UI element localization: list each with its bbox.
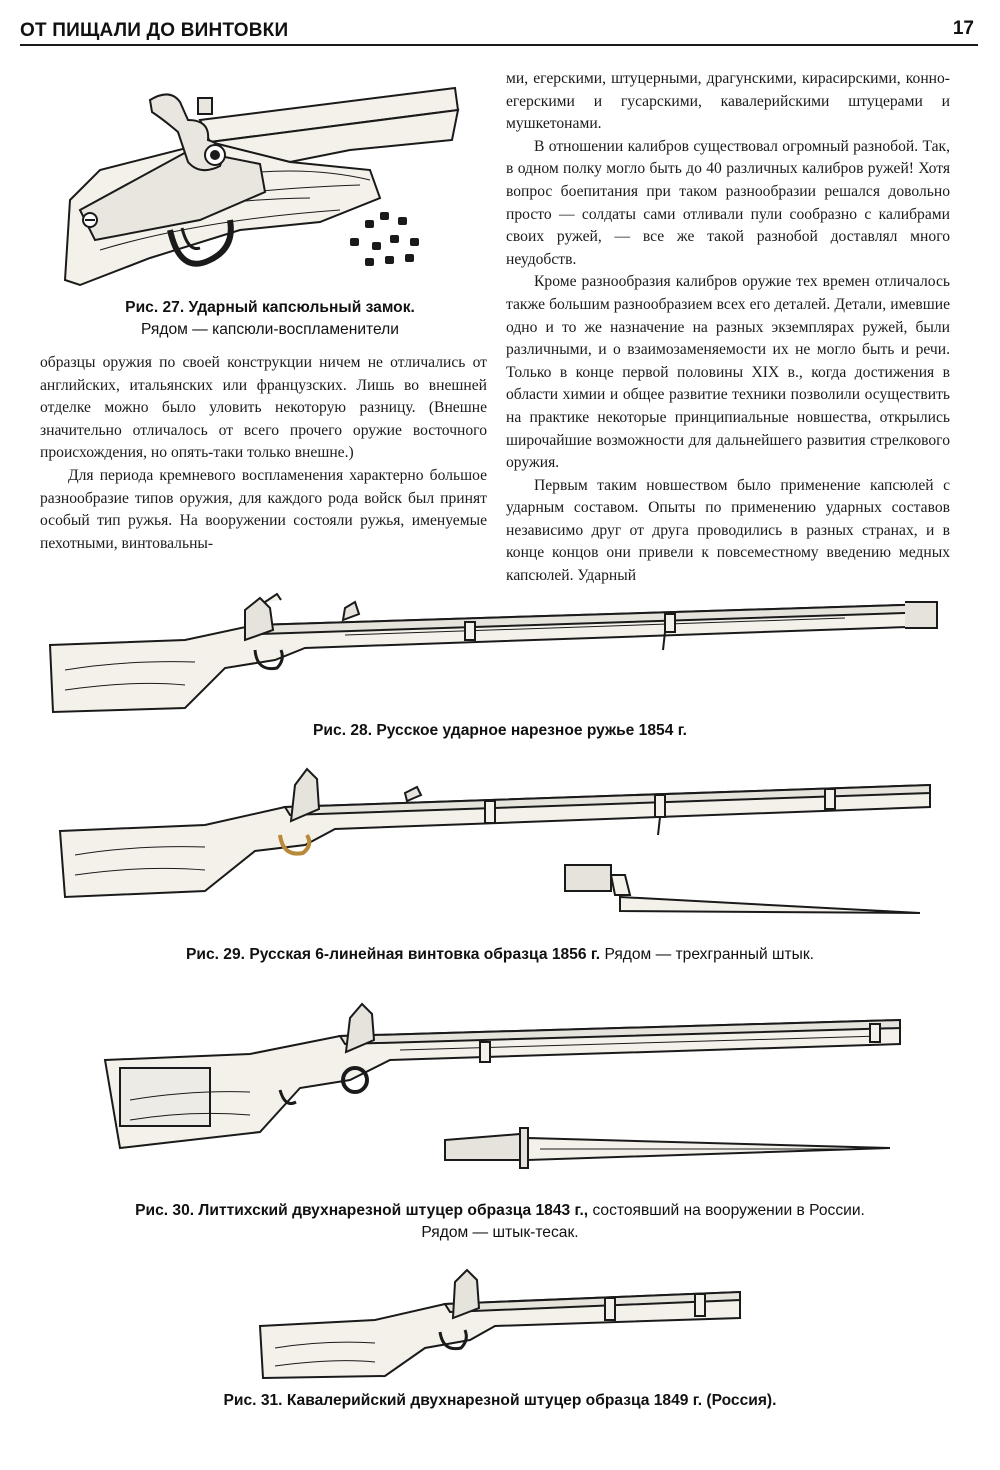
figure-29-caption xyxy=(0,944,1000,966)
paragraph: Первым таким новшеством было применение капсюлей с ударным составом. Опыты по применению ударных составов независимо друг от друга проводились в разных странах, и в конце концов они привели к повсеместному введению медных капсюлей. Ударный xyxy=(506,476,950,585)
socket-bayonet xyxy=(565,865,920,913)
percussion-lock-illustration xyxy=(60,80,460,290)
figure-30-caption xyxy=(60,1200,940,1244)
cavalry-rifle-1849-illustration xyxy=(255,1268,745,1383)
running-header xyxy=(20,18,978,46)
figure-29-subtitle: Рядом — трехгранный штык. xyxy=(600,946,814,963)
figure-28-title: Рис. 28. Русское ударное нарезное ружье 1854 г. xyxy=(313,722,687,739)
paragraph: ми, егерскими, штуцерными, драгунскими, кирасирскими, конно-егерскими и гусарскими, кавалерийскими штуцерами и мушкетонами. xyxy=(506,70,950,133)
liege-rifle-1843-illustration xyxy=(100,1000,910,1190)
rifle-1856-illustration xyxy=(55,765,935,940)
right-text-column xyxy=(506,68,950,588)
figure-30-subtitle: состоявший на вооружении в России. xyxy=(588,1202,865,1219)
figure-31-caption xyxy=(0,1390,1000,1412)
sword-bayonet xyxy=(445,1128,890,1168)
figure-28-caption xyxy=(0,720,1000,742)
paragraph: образцы оружия по своей конструкции ничем не отличались от английских, итальянских или французских. Лишь во внешней отделке можно было уловить некоторую разницу. (Внешне значительно отличалось от всего прочего оружие восточного происхождения, но опять-таки только внешне.) xyxy=(40,354,487,462)
paragraph: Для периода кремневого воспламенения характерно большое разнообразие типов оружия, для каждого рода войск был принят особый тип ружья. На вооружении состояли ружья, именуемые пехотными, винтовальны- xyxy=(40,466,487,552)
figure-27-caption xyxy=(40,297,500,341)
figure-30-subtitle-2: Рядом — штык-тесак. xyxy=(421,1224,579,1241)
page-number: 17 xyxy=(952,18,974,39)
paragraph: Кроме разнообразия калибров оружие тех времен отличалось также большим разнообразием всех его деталей. Детали, имевшие одно и то же назначение на разных экземплярах ружей, были различными, и о взаимозаменяемости их не могло быть и речи. Только в конце первой половины XIX в., когда достижения в области химии и общее развитие техники позволили осуществить на практике некоторые принципиальные новшества, открылись широчайшие возможности для дальнейшего развития стрелкового оружия. xyxy=(506,273,950,472)
left-text-column xyxy=(40,352,487,555)
figure-29-title: Рис. 29. Русская 6-линейная винтовка образца 1856 г. xyxy=(185,946,601,963)
percussion-caps xyxy=(350,212,419,266)
figure-30-title: Рис. 30. Литтихский двухнарезной штуцер образца 1843 г., xyxy=(135,1202,589,1219)
book-title: ОТ ПИЩАЛИ ДО ВИНТОВКИ xyxy=(20,20,289,41)
figure-31-title: Рис. 31. Кавалерийский двухнарезной штуцер образца 1849 г. (Россия). xyxy=(223,1392,777,1409)
figure-27-subtitle: Рядом — капсюли-воспламенители xyxy=(141,321,399,338)
paragraph: В отношении калибров существовал огромный разнобой. Так, в одном полку могло быть до 40 различных калибров ружей! Хотя вопрос боепитания при таком разнообразии решался довольно просто — солдаты сами отливали пули сообразно с калибрами своих ружей, — все же такой разнобой доставлял много неудобств. xyxy=(506,137,950,268)
figure-27-title: Рис. 27. Ударный капсюльный замок. xyxy=(125,299,415,316)
rifle-1854-illustration xyxy=(45,590,945,715)
